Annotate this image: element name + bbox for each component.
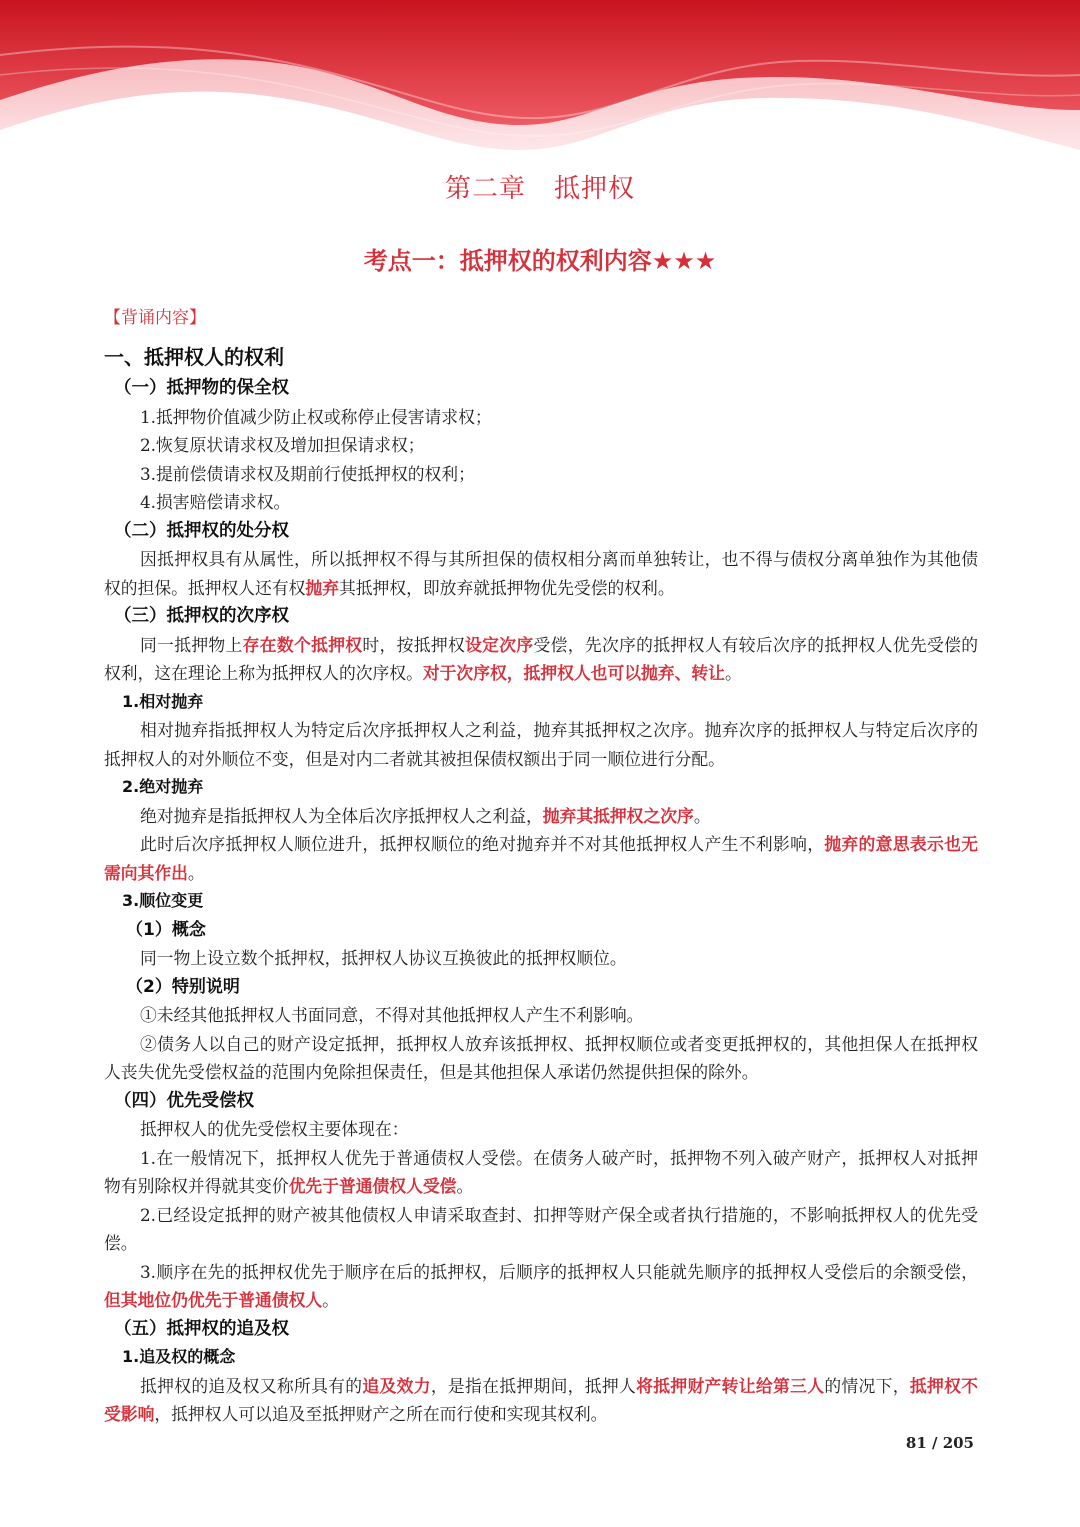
chapter-number: 第二章	[444, 174, 526, 204]
paragraph: ②债务人以自己的财产设定抵押，抵押权人放弃该抵押权、抵押权顺位或者变更抵押权的，其他担保人在抵押权人丧失优先受偿权益的范围内免除担保责任，但是其他担保人承诺仍然提供担保的除外。	[104, 1033, 978, 1082]
point-heading: 1.追及权的概念	[122, 1347, 236, 1366]
list-item: 3.提前偿债请求权及期前行使抵押权的权利；	[140, 463, 475, 484]
chapter-name: 抵押权	[554, 174, 636, 204]
subsection-heading: （二）抵押权的处分权	[114, 520, 289, 541]
paragraph: 抵押权人的优先受偿权主要体现在：	[140, 1119, 409, 1139]
subsection-heading: （四）优先受偿权	[114, 1090, 254, 1111]
paragraph: 同一物上设立数个抵押权，抵押权人协议互换彼此的抵押权顺位。	[140, 948, 627, 968]
header-wave-banner	[0, 0, 1080, 160]
paragraph: 同一抵押物上存在数个抵押权时，按抵押权设定次序受偿，先次序的抵押权人有较后次序的抵押权人优先受偿的权利，这在理论上称为抵押权人的次序权。对于次序权，抵押权人也可以抛弃、转让。	[104, 634, 978, 683]
page-number: 81 / 205	[905, 1434, 974, 1452]
paragraph: 此时后次序抵押权人顺位进升，抵押权顺位的绝对抛弃并不对其他抵押权人产生不利影响，抛弃的意思表示也无需向其作出。	[104, 834, 978, 883]
paragraph: 2.已经设定抵押的财产被其他债权人申请采取查封、扣押等财产保全或者执行措施的，不影响抵押权人的优先受偿。	[104, 1204, 978, 1253]
chapter-title	[0, 168, 1080, 205]
subsection-heading: （三）抵押权的次序权	[114, 606, 289, 626]
paragraph: 因抵押权具有从属性，所以抵押权不得与其所担保的债权相分离而单独转让，也不得与债权分离单独作为其他债权的担保。抵押权人还有权抛弃其抵押权，即放弃就抵押物优先受偿的权利。	[104, 549, 978, 598]
subsection-heading: （五）抵押权的追及权	[114, 1318, 289, 1339]
list-item: 4.损害赔偿请求权。	[140, 492, 291, 512]
paragraph: 1.在一般情况下，抵押权人优先于普通债权人受偿。在债务人破产时，抵押物不列入破产财产，抵押权人对抵押物有别除权并得就其变价优先于普通债权人受偿。	[104, 1147, 978, 1196]
list-item: 1.抵押物价值减少防止权或称停止侵害请求权；	[140, 406, 492, 427]
recite-label: 【背诵内容】	[104, 308, 206, 328]
paragraph: ①未经其他抵押权人书面同意，不得对其他抵押权人产生不利影响。	[140, 1005, 644, 1025]
point-heading: 3.顺位变更	[122, 891, 204, 910]
paragraph: 抵押权的追及权又称所具有的追及效力，是指在抵押期间，抵押人将抵押财产转让给第三人的情况下，抵押权不受影响，抵押权人可以追及至抵押财产之所在而行使和实现其权利。	[104, 1375, 978, 1424]
subsection-heading: （一）抵押物的保全权	[114, 378, 289, 398]
section-heading: 一、抵押权人的权利	[104, 345, 284, 369]
paragraph: 绝对抛弃是指抵押权人为全体后次序抵押权人之利益，抛弃其抵押权之次序。	[140, 805, 711, 826]
paragraph: 相对抛弃指抵押权人为特定后次序抵押权人之利益，抛弃其抵押权之次序。抛弃次序的抵押权人与特定后次序的抵押权人的对外顺位不变，但是对内二者就其被担保债权额出于同一顺位进行分配。	[104, 720, 978, 769]
document-body	[104, 340, 978, 1429]
exam-point-title: 考点一：抵押权的权利内容★★★	[363, 247, 717, 275]
paragraph: 3.顺序在先的抵押权优先于顺序在后的抵押权，后顺序的抵押权人只能就先顺序的抵押权人受偿后的余额受偿，但其地位仍优先于普通债权人。	[104, 1261, 978, 1310]
point-heading: 2.绝对抛弃	[122, 777, 204, 796]
point-heading: 1.相对抛弃	[122, 691, 204, 711]
minor-heading: （2）特别说明	[126, 976, 240, 997]
minor-heading: （1）概念	[126, 919, 206, 940]
list-item: 2.恢复原状请求权及增加担保请求权；	[140, 435, 425, 455]
